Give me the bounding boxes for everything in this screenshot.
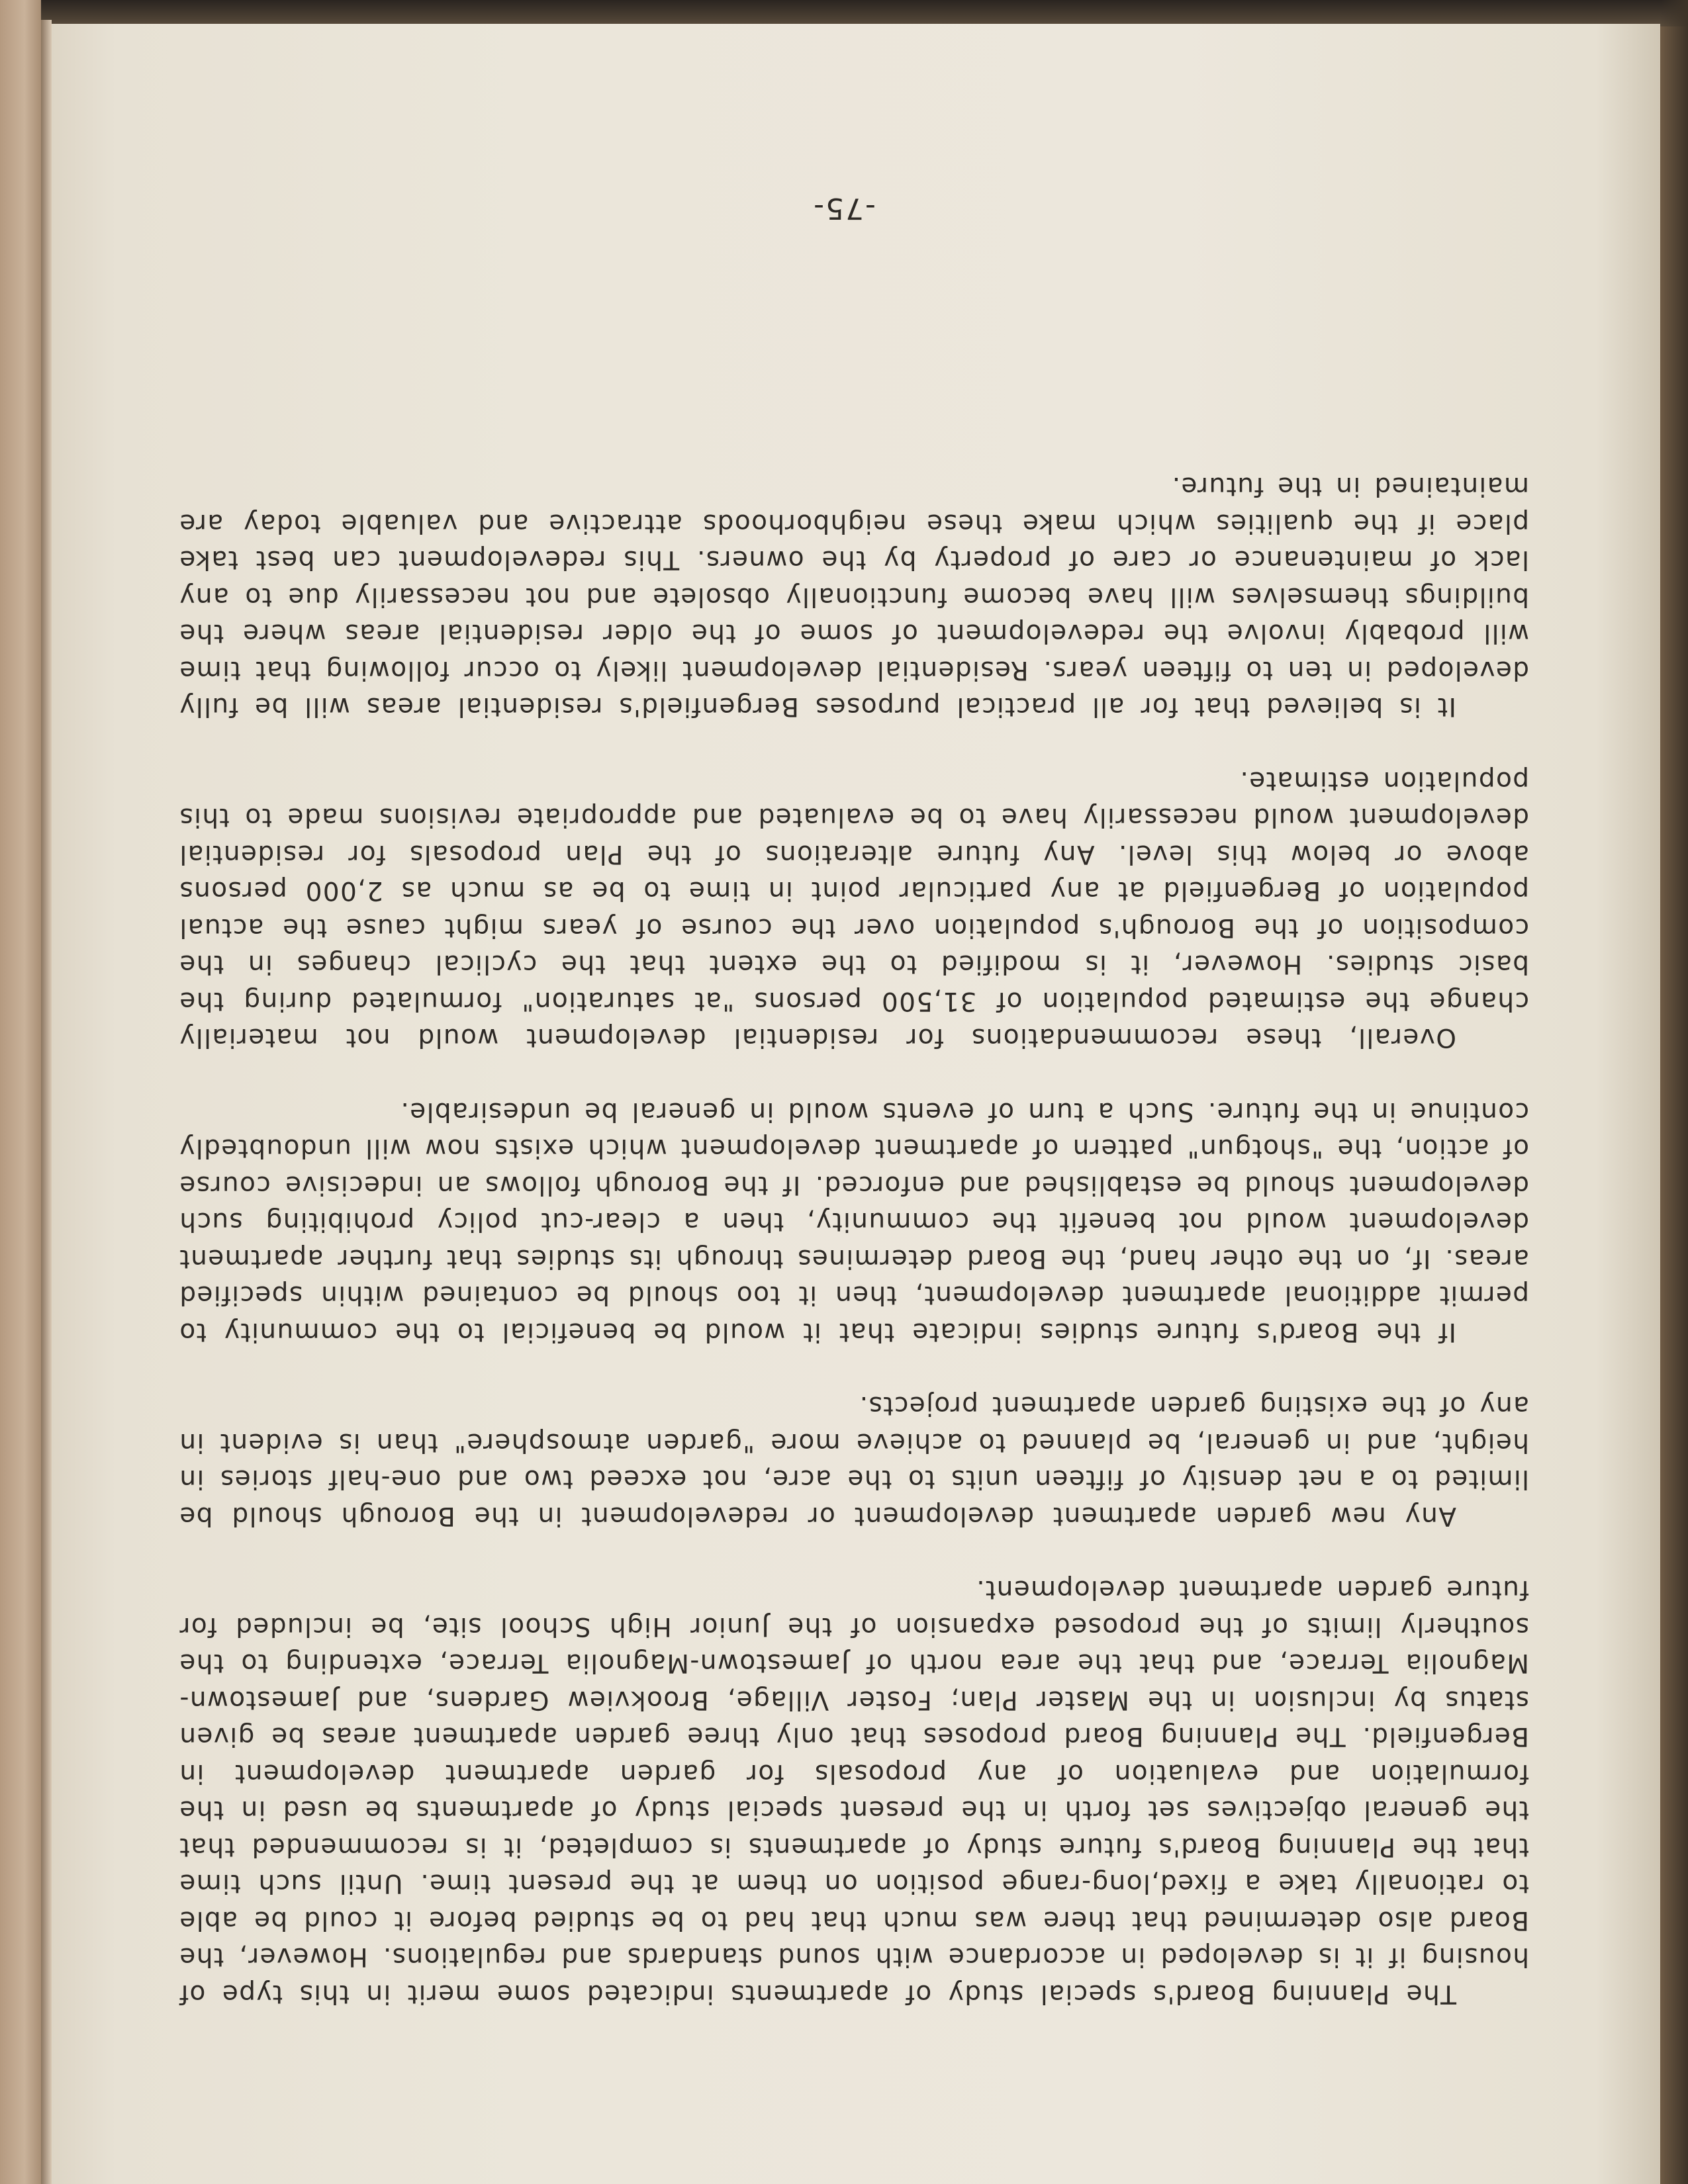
paragraph-apartment-study: The Planning Board's special study of apartments indicated some merit in this type of housing if it is developed in accordance with sound standards and regulations. However, the Board also determined that there was much that had to be studied before it could be able to rationally take a fixed,long-range position on them at the present time. Until such time that the Planning Board's future study of apartments is completed, it is recommended that the general objectives set forth in the present special study of apartments be used in the formulation and evaluation of any proposals for garden apartment development in Bergenfield. The Planning Board proposes that only three garden apartment areas be given status by inclusion in the Master Plan; Foster Village, Brookview Gardens, and Jamestown-Magnolia Terrace, and that the area north of Jamestown-Magnolia Terrace, extending to the southerly limits of the proposed expansion of the Junior High School site, be included for future garden apartment development. bbox=[179, 1574, 1529, 2009]
page-number: -75- bbox=[812, 191, 876, 225]
body-text bbox=[179, 468, 1529, 2012]
paragraph-population: Overall, these recommendations for residential development would not materially change the estimated population of 31,500 persons "at saturation" formulated during the basic studies. However, it is modified to the extent that the cyclical changes in the composition of the Borough's population over the course of years might cause the actual population of Bergenfield at any particular point in time to be as much as 2,000 persons above or below this level. Any future alterations of the Plan proposals for residential development would necessarily have to be evaluated and appropriate revisions made to this population estimate. bbox=[179, 766, 1529, 1053]
paragraph-redevelopment: It is believed that for all practical purposes Bergenfield's residential areas will be fully developed in ten to fifteen years. Residential development likely to occur following that time will probably involve the redevelopment of some of the older residential areas where the buildings themselves will have become functionally obsolete and not necessarily due to any lack of maintenance or care of property by the owners. This redevelopment can best take place if the qualities which make these neighborhoods attractive and valuable today are maintained in the future. bbox=[179, 471, 1529, 722]
paragraph-future-studies: If the Board's future studies indicate that it would be beneficial to the community to permit additional apartment development, then it too should be contained within specified areas. If, on the other hand, the Board determines through its studies that further apartment development would not benefit the community, then a clear-cut policy prohibiting such development should be established and enforced. If the Borough follows an indecisive course of action, the "shotgun" pattern of apartment development which exists now will undoubtedly continue in the future. Such a turn of events would in general be undesirable. bbox=[179, 1097, 1529, 1347]
paragraph-garden-density: Any new garden apartment development or redevelopment in the Borough should be limited to a net density of fifteen units to the acre, not exceed two and one-half stories in height, and in general, be planned to achieve more "garden atmosphere" than is evident in any of the existing garden apartment projects. bbox=[179, 1390, 1529, 1531]
